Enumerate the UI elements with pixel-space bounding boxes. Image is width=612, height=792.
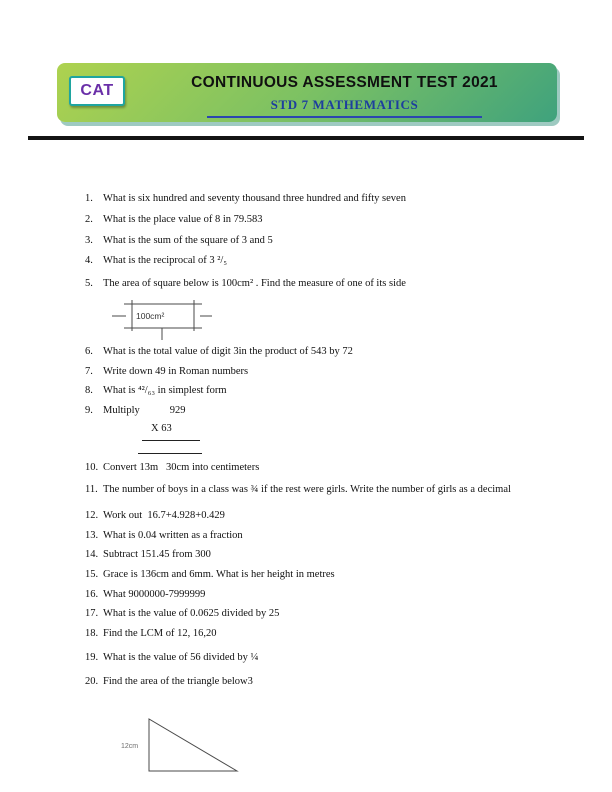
question-number: 13. <box>85 530 99 541</box>
question-number: 11. <box>85 484 98 495</box>
multiplication-line <box>142 440 200 441</box>
triangle-diagram <box>146 716 242 781</box>
triangle-diagram-drawing <box>146 716 242 776</box>
question-text: What is ⁴²/₆₃ in simplest form <box>103 385 227 396</box>
header-titles <box>142 74 547 118</box>
question-11 <box>85 483 511 496</box>
question-text: What is the total value of digit 3in the product of 543 by 72 <box>103 346 353 357</box>
question-text: What is the sum of the square of 3 and 5 <box>103 235 273 246</box>
question-number: 3. <box>85 235 93 246</box>
question-number: 2. <box>85 214 93 225</box>
header-divider <box>28 136 584 140</box>
question-6 <box>85 345 353 358</box>
question-number: 5. <box>85 278 93 289</box>
question-14 <box>85 548 211 561</box>
question-18 <box>85 627 216 640</box>
question-number: 16. <box>85 589 99 600</box>
question-text: What is the place value of 8 in 79.583 <box>103 214 263 225</box>
test-subtitle: STD 7 MATHEMATICS <box>270 97 419 112</box>
question-text: Work out 16.7+4.928+0.429 <box>103 510 225 521</box>
question-number: 17. <box>85 608 99 619</box>
question-number: 7. <box>85 366 93 377</box>
question-text: Convert 13m 30cm into centimeters <box>103 462 260 473</box>
question-text: The number of boys in a class was ¾ if the rest were girls. Write the number of girls as a decimal <box>103 484 511 495</box>
question-number: 8. <box>85 385 93 396</box>
question-number: 1. <box>85 193 93 204</box>
question-text: Subtract 151.45 from 300 <box>103 549 211 560</box>
question-text: Find the LCM of 12, 16,20 <box>103 628 217 639</box>
question-20 <box>85 675 253 688</box>
subtitle-underline <box>207 96 482 118</box>
question-number: 9. <box>85 405 93 416</box>
question-13 <box>85 529 243 542</box>
question-text: Write down 49 in Roman numbers <box>103 366 249 377</box>
question-7 <box>85 365 248 378</box>
question-5 <box>85 277 406 290</box>
question-17 <box>85 607 279 620</box>
question-text: What is the value of 0.0625 divided by 25 <box>103 608 280 619</box>
question-text: Find the area of the triangle below3 <box>103 676 253 687</box>
square-diagram-drawing <box>112 298 212 342</box>
question-12 <box>85 509 225 522</box>
cat-logo-badge <box>69 76 125 106</box>
question-text: The area of square below is 100cm² . Find the measure of one of its side <box>103 278 406 289</box>
question-text: What is six hundred and seventy thousand three hundred and fifty seven <box>103 193 406 204</box>
question-19 <box>85 651 258 664</box>
square-area-label: 100cm² <box>136 311 165 321</box>
question-text: What is the reciprocal of 3 ²/₅ <box>103 255 228 266</box>
triangle-height-label: 12cm <box>121 743 139 750</box>
square-diagram <box>112 298 212 347</box>
question-text: Grace is 136cm and 6mm. What is her height in metres <box>103 569 335 580</box>
question-4 <box>85 254 227 267</box>
question-number: 18. <box>85 628 99 639</box>
question-10 <box>85 461 259 474</box>
question-text: What is the value of 56 divided by ¼ <box>103 652 259 663</box>
question-8 <box>85 384 227 397</box>
multiplication-multiplier: X 63 <box>151 423 172 434</box>
question-1 <box>85 192 406 205</box>
question-number: 6. <box>85 346 93 357</box>
test-title: CONTINUOUS ASSESSMENT TEST 2021 <box>191 74 498 91</box>
question-3 <box>85 234 273 247</box>
question-number: 4. <box>85 255 93 266</box>
question-16 <box>85 588 205 601</box>
question-number: 10. <box>85 462 99 473</box>
question-9 <box>85 404 186 417</box>
question-2 <box>85 213 263 226</box>
header-banner <box>57 63 557 122</box>
cat-logo-text: CAT <box>80 82 114 99</box>
question-text: What 9000000-7999999 <box>103 589 206 600</box>
question-15 <box>85 568 335 581</box>
question-number: 12. <box>85 510 99 521</box>
question-number: 20. <box>85 676 99 687</box>
question-number: 19. <box>85 652 99 663</box>
multiplication-answer-line <box>138 453 202 454</box>
question-text: Multiply <box>103 405 140 416</box>
question-text: What is 0.04 written as a fraction <box>103 530 243 541</box>
question-number: 14. <box>85 549 99 560</box>
question-number: 15. <box>85 569 99 580</box>
multiplication-operand: 929 <box>169 405 186 416</box>
